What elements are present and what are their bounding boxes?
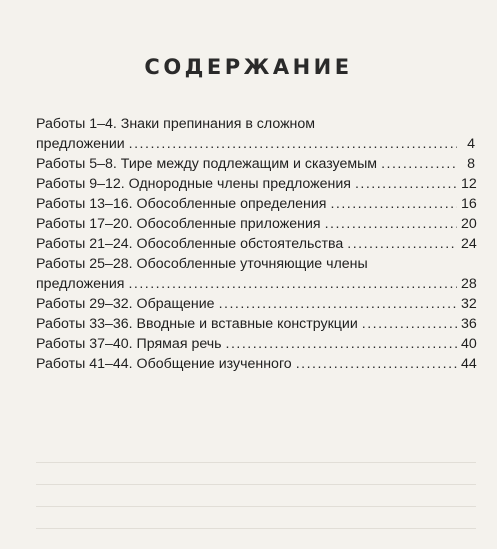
dot-leader bbox=[355, 174, 457, 194]
toc-entry-line bbox=[36, 214, 475, 234]
toc-entry bbox=[36, 334, 475, 354]
toc-entry bbox=[36, 174, 475, 194]
toc-entry-title: Работы 13–16. Обособленные определения bbox=[36, 196, 327, 212]
toc-entry-line bbox=[36, 134, 475, 154]
toc-entry bbox=[36, 214, 475, 234]
toc-entry-title: предложения bbox=[36, 276, 125, 292]
toc-page-number: 28 bbox=[461, 276, 477, 292]
toc-entry bbox=[36, 194, 475, 214]
bleed-through-line bbox=[36, 462, 476, 463]
toc-entry bbox=[36, 114, 475, 154]
toc-entry-line bbox=[36, 174, 475, 194]
toc-entry-line bbox=[36, 314, 475, 334]
toc-entry-title: Работы 9–12. Однородные члены предложения bbox=[36, 176, 351, 192]
toc-page-number: 4 bbox=[467, 136, 475, 152]
toc-entry-line bbox=[36, 294, 475, 314]
toc-entry bbox=[36, 314, 475, 334]
dot-leader bbox=[226, 334, 457, 354]
toc-entry bbox=[36, 354, 475, 374]
toc-entry-line bbox=[36, 234, 475, 254]
toc-entry-line bbox=[36, 194, 475, 214]
toc-page-number: 36 bbox=[461, 316, 477, 332]
dot-leader bbox=[347, 234, 457, 254]
toc-entry-title: Работы 21–24. Обособленные обстоятельства bbox=[36, 236, 344, 252]
toc-entry-title: Работы 17–20. Обособленные приложения bbox=[36, 216, 321, 232]
table-of-contents bbox=[36, 114, 475, 374]
toc-page-number: 20 bbox=[461, 216, 477, 232]
toc-entry bbox=[36, 234, 475, 254]
dot-leader bbox=[219, 294, 457, 314]
toc-entry-title: Работы 41–44. Обобщение изученного bbox=[36, 356, 292, 372]
toc-entry-line bbox=[36, 154, 475, 174]
toc-entry-line bbox=[36, 274, 475, 294]
toc-entry-title: Работы 1–4. Знаки препинания в сложном bbox=[36, 116, 316, 132]
toc-entry-line bbox=[36, 334, 475, 354]
toc-entry-title: предложении bbox=[36, 136, 125, 152]
toc-entry bbox=[36, 294, 475, 314]
toc-entry-title: Работы 5–8. Тире между подлежащим и сказуемым bbox=[36, 156, 378, 172]
page-title: СОДЕРЖАНИЕ bbox=[144, 55, 353, 80]
toc-entry-title: Работы 29–32. Обращение bbox=[36, 296, 215, 312]
bleed-through-line bbox=[36, 528, 476, 529]
toc-entry-title: Работы 33–36. Вводные и вставные конструкции bbox=[36, 316, 358, 332]
bleed-through-line bbox=[36, 506, 476, 507]
toc-page-number: 24 bbox=[461, 236, 477, 252]
dot-leader bbox=[381, 154, 457, 174]
toc-page-number: 12 bbox=[461, 176, 477, 192]
dot-leader bbox=[128, 274, 457, 294]
toc-entry-title: Работы 25–28. Обособленные уточняющие члены bbox=[36, 256, 368, 272]
toc-entry-title: Работы 37–40. Прямая речь bbox=[36, 336, 222, 352]
toc-page-number: 40 bbox=[461, 336, 477, 352]
dot-leader bbox=[325, 214, 457, 234]
toc-entry bbox=[36, 254, 475, 294]
toc-page-number: 32 bbox=[461, 296, 477, 312]
dot-leader bbox=[362, 314, 457, 334]
toc-entry bbox=[36, 154, 475, 174]
toc-page-number: 16 bbox=[461, 196, 477, 212]
bleed-through-line bbox=[36, 484, 476, 485]
toc-page-number: 8 bbox=[467, 156, 475, 172]
toc-page-number: 44 bbox=[461, 356, 477, 372]
dot-leader bbox=[129, 134, 457, 154]
dot-leader bbox=[330, 194, 457, 214]
dot-leader bbox=[296, 354, 457, 374]
toc-entry-line bbox=[36, 354, 475, 374]
